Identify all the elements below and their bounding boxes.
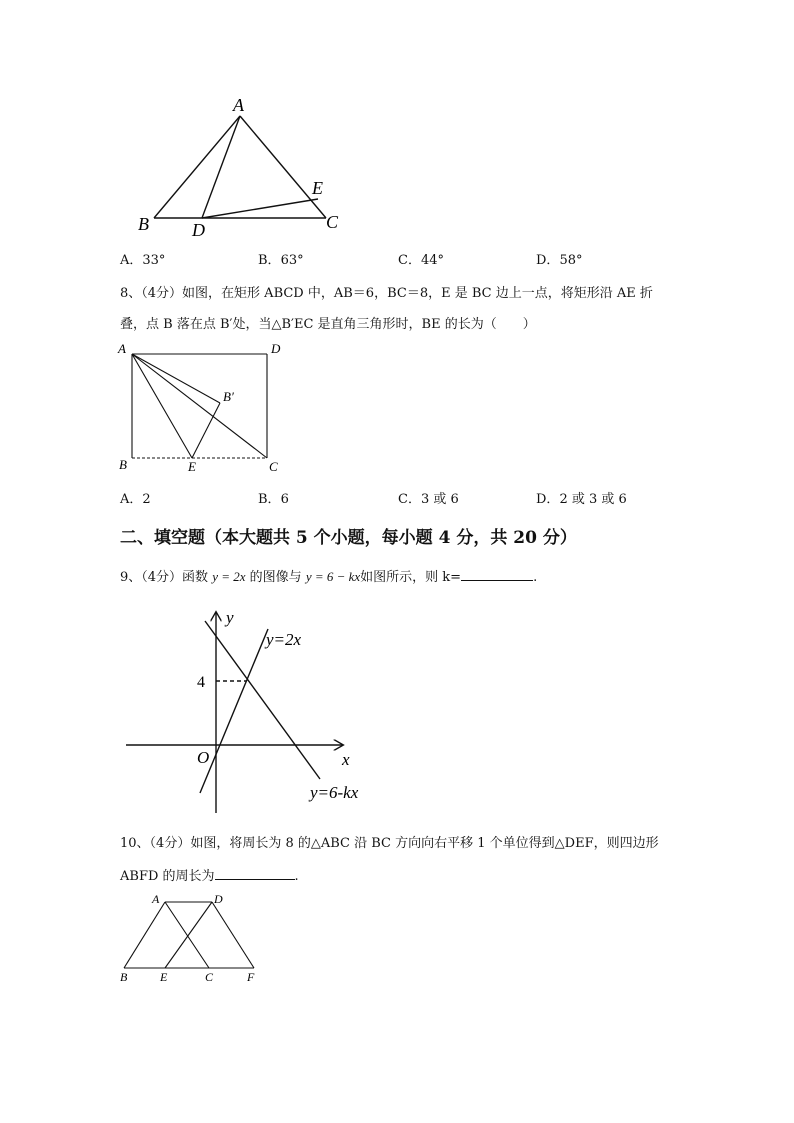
q9-post: 如图所示，则 k= (360, 570, 462, 585)
q8-label-d: D (271, 341, 281, 356)
q10-label-c: C (205, 970, 214, 984)
q10-label-e: E (160, 970, 168, 984)
q8-number: 8、（4分） (120, 286, 183, 301)
q8-label-e: E (188, 459, 196, 474)
q10-label-f: F (247, 970, 255, 984)
q10-text-1: 如图，将周长为 8 的△ABC 沿 BC 方向向右平移 1 个单位得到△DEF，则四边形 (190, 836, 659, 851)
q9-y-axis-label: y (226, 608, 234, 627)
q10-label-d: D (214, 892, 223, 906)
q7-label-b: B (138, 214, 149, 234)
q7-option-a (120, 249, 165, 268)
q9-origin-label: O (197, 748, 210, 767)
q8-label-bp: B′ (223, 389, 234, 404)
q10-answer-blank[interactable] (215, 867, 295, 880)
q9-equation-1: y = 2x (212, 569, 246, 584)
option-letter: B． (258, 492, 281, 507)
section-2-title: 二、填空题（本大题共 5 个小题，每小题 4 分，共 20 分） (120, 528, 577, 548)
q7-option-d (536, 249, 582, 268)
q10-label-b: B (120, 970, 128, 984)
q10-end: . (294, 869, 299, 884)
q10-number: 10、（4分） (120, 836, 191, 851)
q8-text-2: 叠，点 B 落在点 B′处，当△B′EC 是直角三角形时，BE 的长为（ ） (120, 317, 536, 332)
q8-option-d (536, 488, 627, 507)
q10-line-2 (120, 865, 299, 884)
option-letter: D． (536, 253, 560, 268)
q7-option-c (398, 249, 444, 268)
q9-answer-blank[interactable] (461, 568, 533, 581)
q8-figure (112, 340, 292, 478)
q9-equation-2: y = 6 − kx (305, 569, 361, 584)
q7-figure (130, 92, 350, 242)
q10-text-2: ABFD 的周长为 (120, 869, 215, 884)
q9-line-1-label: y=2x (266, 630, 302, 649)
q7-label-e: E (312, 178, 323, 198)
q9-number: 9、（4分） (120, 570, 183, 585)
q8-label-c: C (269, 459, 278, 474)
option-text: 44° (420, 253, 444, 268)
q8-label-b: B (119, 457, 127, 472)
q8-option-c (398, 488, 459, 507)
q10-line-1 (120, 832, 659, 851)
option-text: 33° (142, 253, 166, 268)
q7-option-b (258, 249, 304, 268)
option-text: 3 或 6 (420, 492, 459, 507)
option-text: 63° (280, 253, 304, 268)
option-text: 6 (280, 492, 289, 507)
option-text: 2 或 3 或 6 (559, 492, 627, 507)
q8-line-2 (120, 313, 536, 332)
option-letter: C． (398, 492, 421, 507)
option-text: 58° (559, 253, 583, 268)
q9-line (120, 566, 537, 585)
q9-end: . (533, 570, 538, 585)
q9-pre: 函数 (182, 570, 209, 585)
q7-label-c: C (326, 212, 339, 232)
option-text: 2 (142, 492, 151, 507)
option-letter: B． (258, 253, 281, 268)
option-letter: D． (536, 492, 560, 507)
q10-figure (116, 888, 266, 988)
option-letter: C． (398, 253, 421, 268)
option-letter: A． (120, 253, 143, 268)
q9-x-axis-label: x (342, 750, 350, 769)
option-letter: A． (120, 492, 143, 507)
q8-line-1 (120, 282, 653, 301)
q7-label-d: D (192, 220, 205, 240)
q9-figure (120, 603, 376, 815)
q8-label-a: A (118, 341, 126, 356)
q8-option-a (120, 488, 151, 507)
q9-tick-4: 4 (197, 674, 205, 691)
q8-text-1: 如图，在矩形 ABCD 中，AB＝6，BC＝8，E 是 BC 边上一点，将矩形沿 AE 折 (182, 286, 653, 301)
q8-option-b (258, 488, 289, 507)
q9-mid: 的图像与 (249, 570, 302, 585)
q7-label-a: A (233, 95, 244, 115)
q9-line-2-label: y=6-kx (310, 783, 359, 802)
q10-label-a: A (152, 892, 160, 906)
